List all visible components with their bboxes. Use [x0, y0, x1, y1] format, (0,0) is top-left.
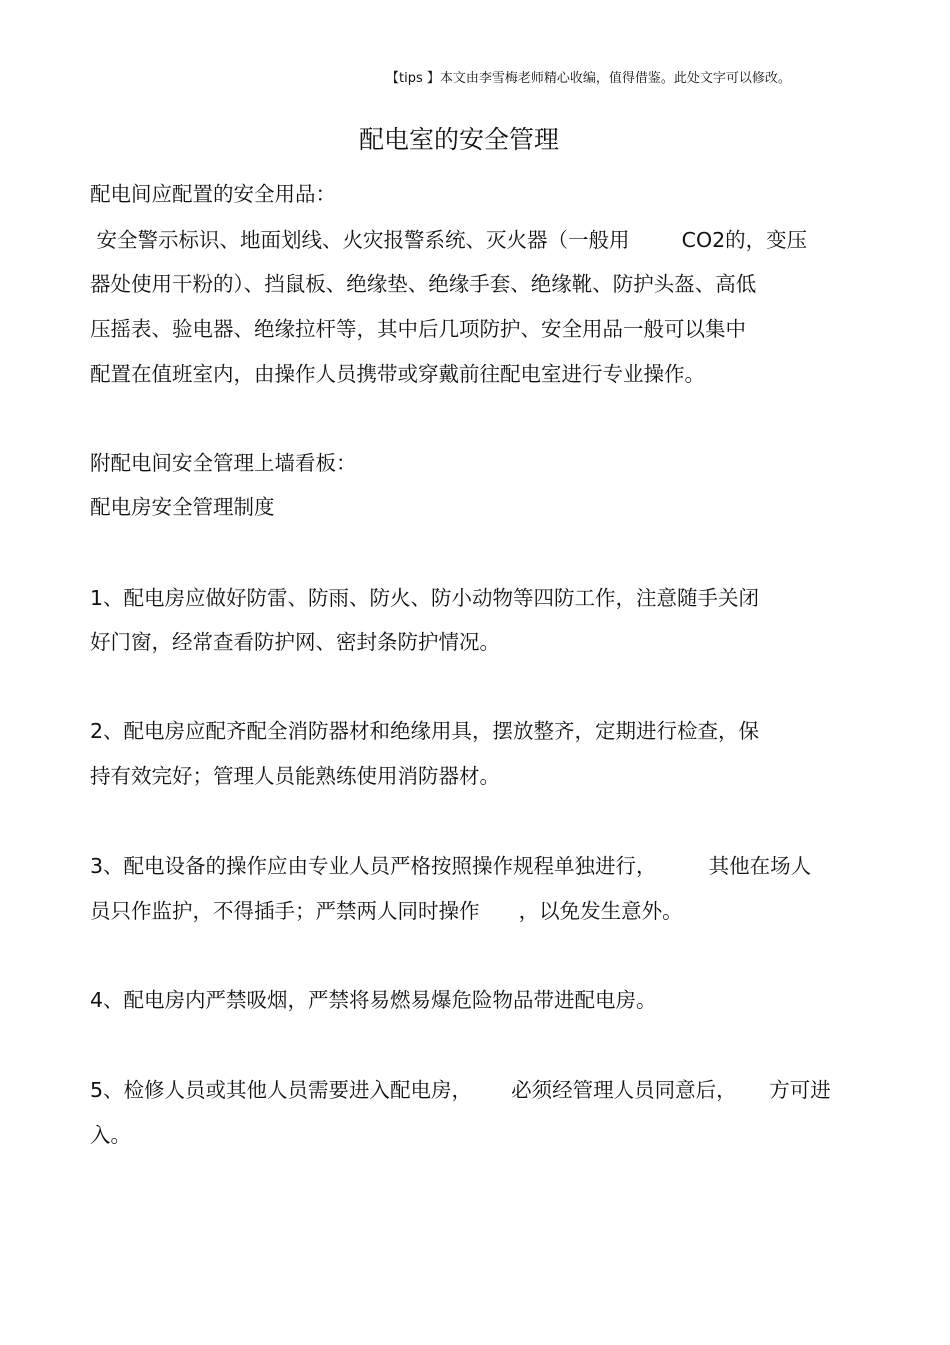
rule-1-line: 好门窗，经常查看防护网、密封条防护情况。: [90, 630, 500, 654]
safety-items-heading: 配电间应配置的安全用品：: [90, 182, 336, 206]
rule-1-line: 1、配电房应做好防雷、防雨、防火、防小动物等四防工作，注意随手关闭: [90, 586, 760, 610]
page-title: 配电室的安全管理: [359, 125, 560, 154]
rule-4-line: 4、配电房内严禁吸烟，严禁将易燃易爆危险物品带进配电房。: [90, 988, 657, 1012]
safety-items-line: 配置在值班室内，由操作人员携带或穿戴前往配电室进行专业操作。: [90, 362, 705, 386]
board-title: 配电房安全管理制度: [90, 495, 275, 519]
attachment-heading: 附配电间安全管理上墙看板：: [90, 451, 357, 475]
rule-2-line: 2、配电房应配齐配全消防器材和绝缘用具，摆放整齐，定期进行检查，保: [90, 719, 760, 743]
safety-items-line: 安全警示标识、地面划线、火灾报警系统、灭火器（一般用 CO2的，变压: [90, 228, 808, 252]
rule-3-line: 3、配电设备的操作应由专业人员严格按照操作规程单独进行， 其他在场人: [90, 854, 812, 878]
tips-note: 【tips 】本文由李雪梅老师精心收编，值得借鉴。此处文字可以修改。: [386, 71, 791, 86]
rule-2-line: 持有效完好；管理人员能熟练使用消防器材。: [90, 764, 500, 788]
rule-5-line: 入。: [90, 1123, 131, 1147]
safety-items-line: 器处使用干粉的）、挡鼠板、绝缘垫、绝缘手套、绝缘靴、防护头盔、高低: [90, 272, 757, 296]
rule-5-line: 5、检修人员或其他人员需要进入配电房， 必须经管理人员同意后， 方可进: [90, 1078, 831, 1102]
rule-3-line: 员只作监护，不得插手；严禁两人同时操作 ，以免发生意外。: [90, 899, 683, 923]
safety-items-line: 压摇表、验电器、绝缘拉杆等，其中后几项防护、安全用品一般可以集中: [90, 317, 746, 341]
